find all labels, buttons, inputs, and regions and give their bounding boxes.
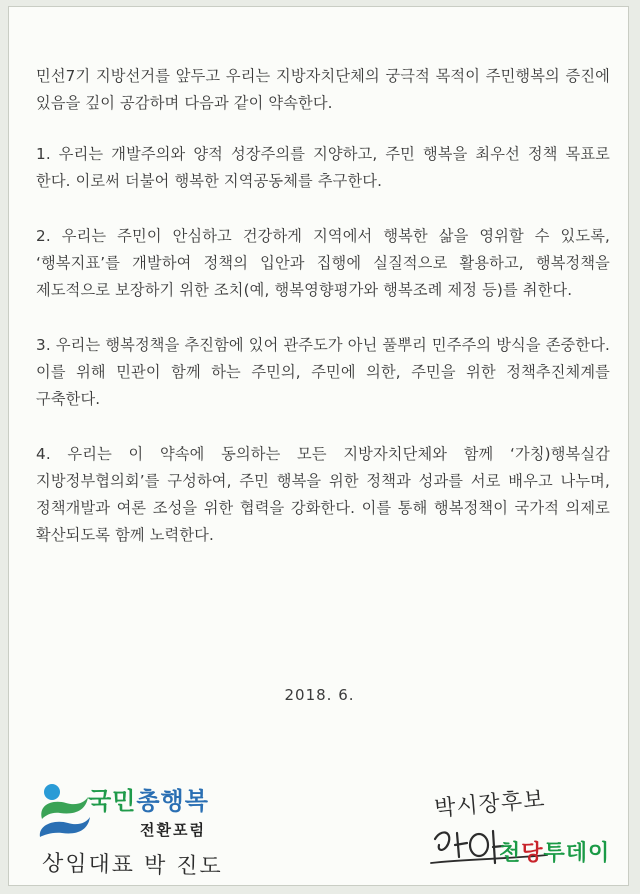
forum-logo-title xyxy=(88,781,209,816)
watermark-part1: 천 xyxy=(499,841,522,866)
intro-paragraph: 민선7기 지방선거를 앞두고 우리는 지방자치단체의 궁극적 목적이 주민행복의 증진에 있음을 깊이 공감하며 다음과 같이 약속한다. xyxy=(36,67,610,112)
handwritten-candidate-title: 박시장후보 xyxy=(433,787,547,822)
pledge-document xyxy=(8,6,629,886)
document-body xyxy=(36,63,610,577)
document-date: 2018. 6. xyxy=(284,686,355,704)
forum-logo-title-part1: 국민 xyxy=(88,787,137,815)
pledge-item-4: 4. 우리는 이 약속에 동의하는 모든 지방자치단체와 함께 ‘가칭)행복실감 지방정부협의회’를 구성하여, 주민 행복을 위한 정책과 성과를 서로 배우고 나누며, 정책개발과 여론 조성을 위한 협력을 강화한다. 이를 통해 행복정책이 국가적 의제로 확산되도록 함께 노력한다. xyxy=(36,445,610,544)
forum-logo-subtitle: 전환포럼 xyxy=(140,821,206,839)
forum-logo-mark-icon xyxy=(36,779,92,843)
forum-logo xyxy=(36,779,246,849)
pledge-item-3: 3. 우리는 행복정책을 추진함에 있어 관주도가 아닌 풀뿌리 민주주의 방식을 존중한다. 이를 위해 민관이 함께 하는 주민의, 주민에 의한, 주민을 위한 정책추진체계를 구축한다. xyxy=(36,336,610,408)
handwritten-representative-name: 상임대표 박 진도 xyxy=(41,851,223,880)
watermark-part2: 당 xyxy=(521,841,544,866)
watermark-part3: 투데이 xyxy=(543,841,611,866)
pledge-item-2: 2. 우리는 주민이 안심하고 건강하게 지역에서 행복한 삶을 영위할 수 있도록, ‘행복지표’를 개발하여 정책의 입안과 집행에 실질적으로 활용하고, 행복정책을 제도적으로 보장하기 위한 조치(예, 행복영향평가와 행복조례 제정 등)를 취한다. xyxy=(36,227,610,299)
pledge-item-1: 1. 우리는 개발주의와 양적 성장주의를 지양하고, 주민 행복을 최우선 정책 목표로 한다. 이로써 더불어 행복한 지역공동체를 추구한다. xyxy=(36,145,610,190)
newspaper-watermark xyxy=(499,836,610,867)
forum-logo-title-part2: 총행복 xyxy=(136,787,209,815)
